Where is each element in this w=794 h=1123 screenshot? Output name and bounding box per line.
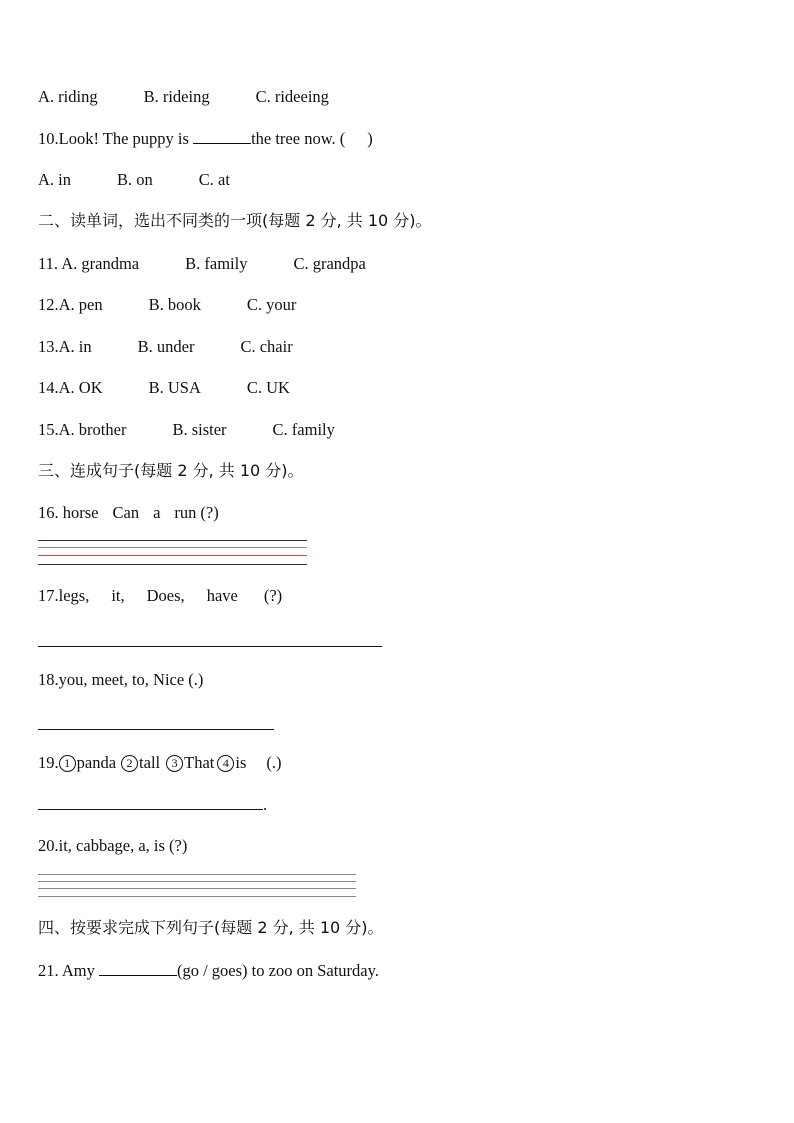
option: B. book xyxy=(148,295,201,314)
question-20 xyxy=(38,836,187,856)
question-text: it, cabbage, a, is (?) xyxy=(58,836,188,855)
question-number: 18. xyxy=(38,670,59,689)
q16-writing-line[interactable] xyxy=(38,540,307,541)
section-3-title: 三、连成句子(每题 2 分, 共 10 分)。 xyxy=(38,461,304,480)
word: have xyxy=(206,586,238,605)
word: panda xyxy=(76,753,117,772)
q16-writing-line[interactable] xyxy=(38,564,307,565)
question-19 xyxy=(38,753,282,773)
question-text: you, meet, to, Nice (.) xyxy=(58,670,204,689)
option: C. grandpa xyxy=(293,254,366,273)
question-18 xyxy=(38,670,203,690)
q20-writing-line[interactable] xyxy=(38,874,356,875)
option: B. sister xyxy=(172,420,227,439)
q20-writing-line[interactable] xyxy=(38,881,356,882)
question-number: 19. xyxy=(38,753,59,772)
question-11 xyxy=(38,254,366,274)
q9-options xyxy=(38,87,329,107)
option: C. family xyxy=(272,420,335,439)
word: a xyxy=(153,503,161,522)
word: tall xyxy=(139,753,161,772)
period: . xyxy=(263,795,268,814)
word: (?) xyxy=(200,503,219,522)
question-17 xyxy=(38,586,282,606)
q10-options xyxy=(38,170,230,190)
word: legs, xyxy=(58,586,90,605)
question-13 xyxy=(38,337,293,357)
question-number: 17. xyxy=(38,586,59,605)
q20-writing-line[interactable] xyxy=(38,896,356,897)
question-text: Look! The puppy is xyxy=(58,129,194,148)
question-number: 20. xyxy=(38,836,59,855)
question-16 xyxy=(38,503,219,523)
option: A. pen xyxy=(58,295,103,314)
word: (.) xyxy=(266,753,282,772)
option: C. rideeing xyxy=(255,87,329,106)
word: Does, xyxy=(146,586,185,605)
question-10 xyxy=(38,129,373,149)
option: B. on xyxy=(117,170,153,189)
question-text: Amy xyxy=(61,961,99,980)
question-number: 12. xyxy=(38,295,59,314)
q16-writing-line[interactable] xyxy=(38,547,307,548)
option: C. chair xyxy=(240,337,293,356)
option: B. rideing xyxy=(143,87,210,106)
q19-answer-line[interactable] xyxy=(38,795,263,810)
circled-number-2: 2 xyxy=(121,755,138,772)
q18-answer-line[interactable] xyxy=(38,729,274,730)
word: Can xyxy=(112,503,140,522)
word: run xyxy=(174,503,197,522)
option: A. in xyxy=(58,337,92,356)
option: A. riding xyxy=(38,87,98,106)
option: A. brother xyxy=(58,420,127,439)
q20-writing-line[interactable] xyxy=(38,888,356,889)
question-text: the tree now. ( xyxy=(251,129,346,148)
word: (?) xyxy=(263,586,283,605)
question-number: 21. xyxy=(38,961,62,980)
question-14 xyxy=(38,378,290,398)
question-text: (go / goes) to zoo on Saturday. xyxy=(176,961,379,980)
word: horse xyxy=(62,503,99,522)
question-number: 15. xyxy=(38,420,59,439)
word: it, xyxy=(111,586,125,605)
option: A. OK xyxy=(58,378,103,397)
section-4-title: 四、按要求完成下列句子(每题 2 分, 共 10 分)。 xyxy=(38,918,384,937)
circled-number-1: 1 xyxy=(59,755,76,772)
option: C. your xyxy=(246,295,297,314)
question-12 xyxy=(38,295,296,315)
question-number: 14. xyxy=(38,378,59,397)
option: A. grandma xyxy=(61,254,140,273)
q19-answer-row xyxy=(38,795,267,815)
option: B. USA xyxy=(148,378,201,397)
paren-close: ) xyxy=(367,129,373,148)
word: is xyxy=(235,753,247,772)
q16-writing-line[interactable] xyxy=(38,555,307,556)
question-number: 10. xyxy=(38,129,59,148)
section-2-title: 二、读单词，选出不同类的一项(每题 2 分, 共 10 分)。 xyxy=(38,211,432,230)
q17-answer-line[interactable] xyxy=(38,646,382,647)
word: That xyxy=(184,753,215,772)
circled-number-3: 3 xyxy=(166,755,183,772)
option: C. UK xyxy=(246,378,290,397)
option: C. at xyxy=(198,170,230,189)
question-21 xyxy=(38,961,379,981)
question-number: 13. xyxy=(38,337,59,356)
answer-blank[interactable] xyxy=(99,961,177,976)
option: B. family xyxy=(185,254,248,273)
question-number: 11. xyxy=(38,254,62,273)
circled-number-4: 4 xyxy=(217,755,234,772)
option: B. under xyxy=(137,337,195,356)
question-15 xyxy=(38,420,335,440)
answer-blank[interactable] xyxy=(193,129,251,144)
question-number: 16. xyxy=(38,503,63,522)
option: A. in xyxy=(38,170,71,189)
